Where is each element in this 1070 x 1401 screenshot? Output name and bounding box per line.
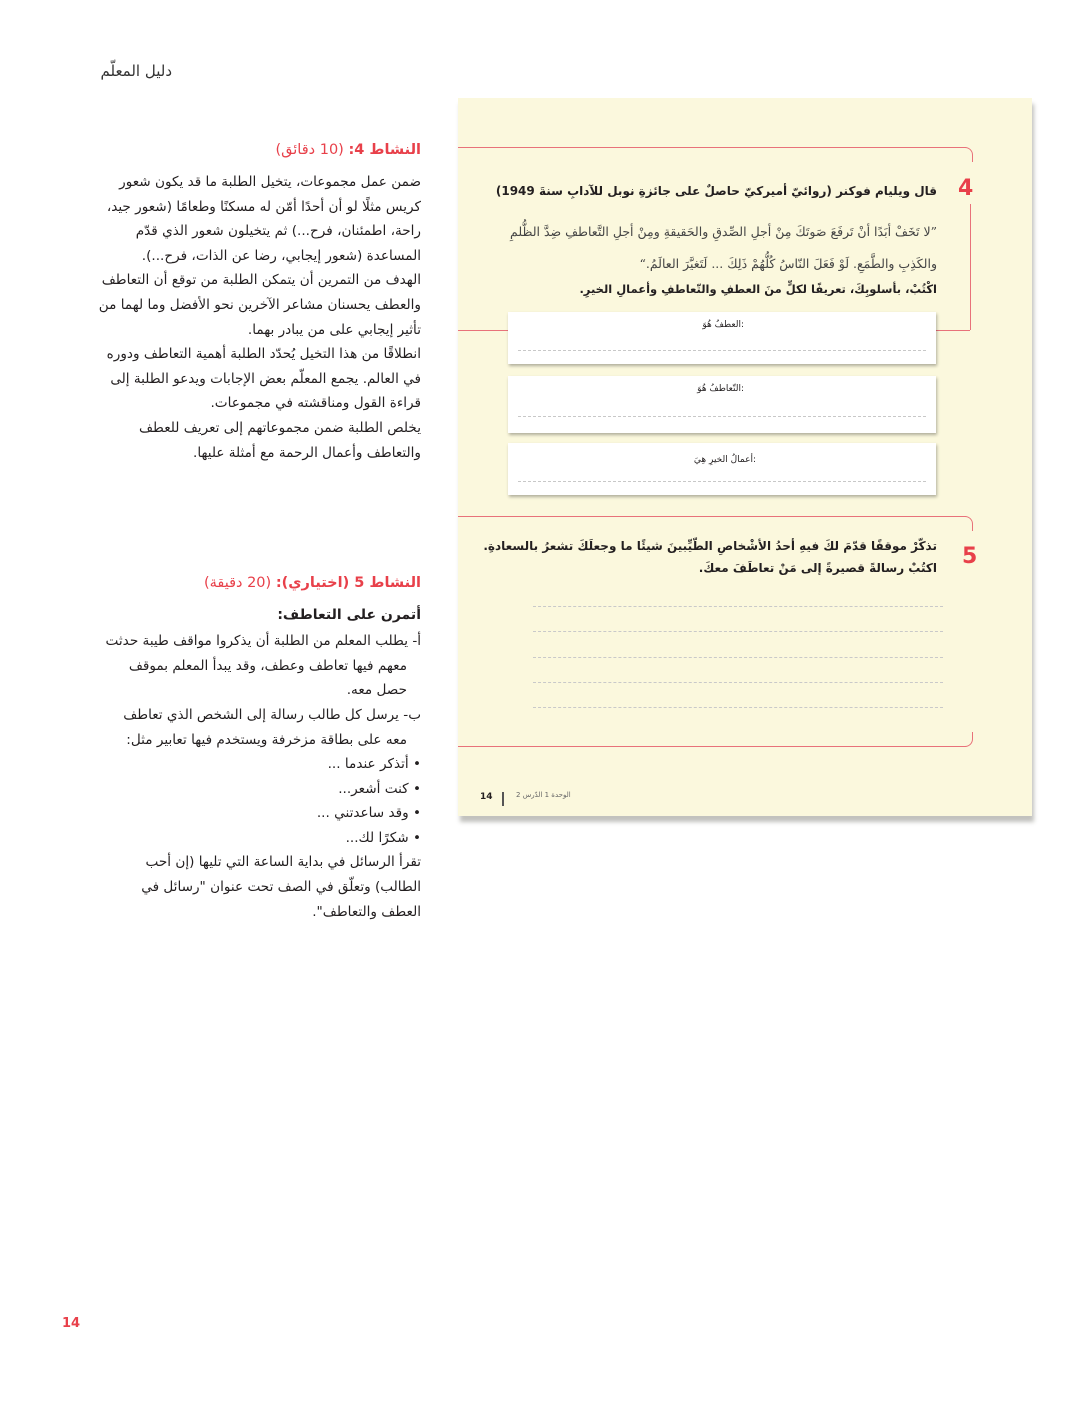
book-unit-label: الوحدة 1 الدّرس 2 [516,791,571,799]
writing-line[interactable] [533,606,943,607]
activity5-item-b: ب- يرسل كل طالب رسالة إلى الشخص الذي تعاطف معه على بطاقة مزخرفة ويستخدم فيها تعابير مثل: [123,706,421,748]
activity5-bullet: • شكرًا لك... [345,829,421,846]
definition-field-good-deeds[interactable] [508,443,936,495]
ex4-instruction: اكْتُبْ، بأسلوبِكَ، تعريفًا لكلٍّ منَ العطفِ والتّعاطفِ وأعمالِ الخيرِ. [579,282,937,296]
activity5-subheading: أتمرن على التعاطف: [277,607,421,624]
activity5-duration: (20 دقيقة) [203,575,272,592]
activity4-paragraph: انطلاقًا من هذا التخيل يُحدّد الطلبة أهمية التعاطف ودوره في العالم. يجمع المعلّم بعض الإجابات ويدعو الطلبة إلى قراءة القول ومناقشته في مجموعات. [106,346,421,412]
activity4-paragraph: يخلص الطلبة ضمن مجموعاتهم إلى تعريف للعطف والتعاطف وأعمال الرحمة مع أمثلة عليها. [138,419,421,461]
writing-line[interactable] [533,631,943,632]
ex4-quote-line: والكَذِبِ والطَّمَعِ. لَوْ فَعَلَ النّاسُ كُلُّهُمْ ذَلِكَ ... لَتَغيَّرَ العالَمُ.“ [639,256,937,271]
ex4-intro: قال ويليام فوكنر (روائيّ أميركيّ حاصلٌ على جائزةِ نوبل للآدابِ سنةَ 1949) [495,184,937,198]
activity5-label: النشاط 5 (اختياري): [275,575,421,592]
student-book-page [458,98,1032,816]
activity4-duration: (10 دقائق) [275,142,344,158]
ex4-frame-corner [964,147,973,162]
activity5-bullet: • وقد ساعدتني ... [316,805,421,822]
page-number: 14 [62,1316,81,1331]
ex5-frame-top [458,516,966,517]
activity5-item-a: أ- يطلب المعلم من الطلبة أن يذكروا مواقف طيبة حدثت معهم فيها تعاطف وعطف، وقد يبدأ المعلم بموقف حصل معه. [105,633,421,699]
ex4-quote-line: ”لا تَخَفْ أبَدًا أنْ تَرفَعَ صَوتَكَ مِنْ أجلِ الصِّدقِ والحَقيقةِ ومِنْ أجلِ التَّعاطفِ ضِدَّ الظُّلمِ [510,224,937,239]
writing-line[interactable] [533,707,943,708]
activity5-heading [98,575,421,591]
definition-field-compassion[interactable] [508,312,936,364]
book-page-number: 14 [480,792,493,802]
field-label: التّعاطفُ هُوَ: [697,384,744,394]
field-label: أعمالُ الخيرِ هِيَ: [693,455,756,465]
activity5-bullet: • أتذكر عندما ... [327,756,421,773]
ex4-number: 4 [958,176,974,201]
ex4-frame-side [968,204,971,330]
activity4-label: النشاط 4: [348,142,421,158]
footer-divider [502,792,504,806]
ex4-quote [457,216,937,280]
ex5-prompt [477,535,937,579]
guide-title: دليل المعلّم [100,62,172,80]
ex4-frame-top [458,147,966,148]
field-label: العطفُ هُوَ: [702,320,744,330]
writing-line [518,481,926,482]
writing-line[interactable] [533,657,943,658]
ex5-number: 5 [962,544,978,569]
writing-line [518,350,926,351]
activity4-paragraph: الهدف من التمرين أن يتمكن الطلبة من توقع أن التعاطف والعطف يحسنان مشاعر الآخرين نحو الأفضل وما لهما من تأثير إيجابي على من يبادر بهما. [98,272,421,338]
ex5-line: تذكّرْ موقفًا قدّمَ لكَ فيهِ أحدُ الأشْخاصِ الطّيِّبينَ شيئًا ما وجعلَكَ تشعرُ بالسعادةِ. [483,539,937,553]
ex5-frame-bottom [458,746,966,747]
activity5-closing: تقرأ الرسائل في بداية الساعة التي تليها (إن أحب الطالب) وتعلّق في الصف تحت عنوان "رسائل في العطف والتعاطف". [141,854,421,920]
writing-line[interactable] [533,682,943,683]
activity5-bullet: • كنت أشعر... [338,780,421,797]
definition-field-empathy[interactable] [508,376,936,433]
ex5-frame-corner [964,516,973,531]
activity4-heading [98,142,421,158]
activity4-paragraph: ضمن عمل مجموعات، يتخيل الطلبة ما قد يكون شعور كريس مثلًا لو أن أحدًا أمّن له مسكنًا وطعامًا (شعور جيد، راحة، اطمئنان، فرح...) ثم يتخيلون شعور الذي قدّم المساعدة (شعور إيجابي، رضا عن الذات، فرح...). [106,174,421,264]
writing-line [518,416,926,417]
ex5-line: اكتُبْ رسالةً قصيرةً إلى مَنْ تعاطَفَ معكَ. [698,561,937,575]
teacher-notes [98,142,421,924]
ex5-frame-corner-bottom [964,732,973,747]
